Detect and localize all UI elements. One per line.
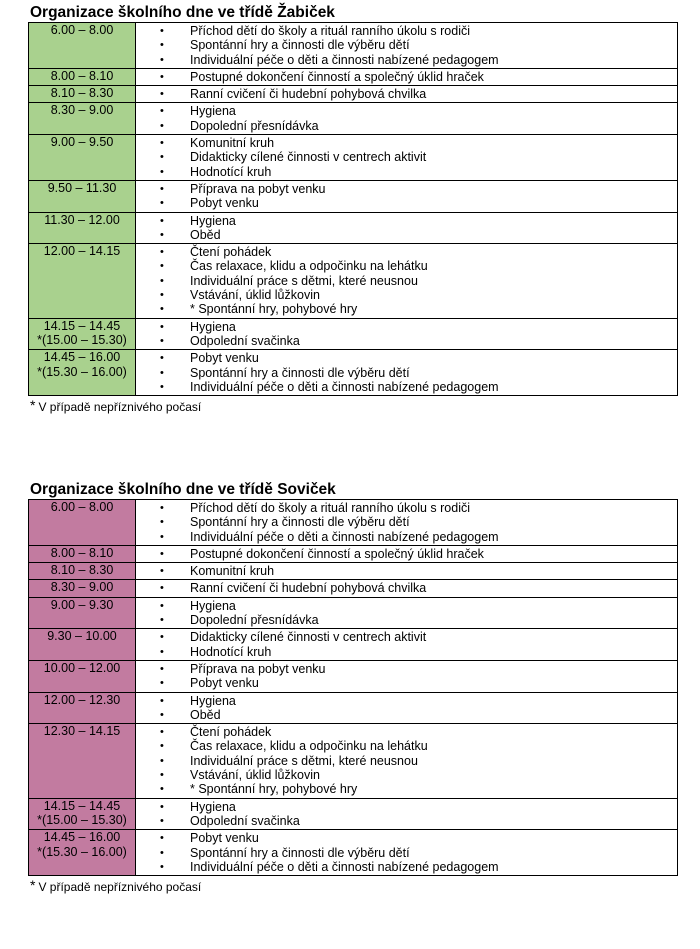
activity-list <box>136 244 677 317</box>
activity-list <box>136 661 677 692</box>
activities-cell <box>136 68 678 85</box>
schedule-row <box>29 23 678 69</box>
time-slot: 8.10 – 8.30 <box>50 86 114 101</box>
time-slot: 9.00 – 9.50 <box>50 135 114 150</box>
schedule-row <box>29 545 678 562</box>
activity-item: • Hygiena <box>136 599 677 613</box>
activity-item: • Spontánní hry a činnosti dle výběru dětí <box>136 515 677 529</box>
time-cell <box>29 798 136 830</box>
activities-cell <box>136 798 678 830</box>
time-cell <box>29 212 136 244</box>
activities-cell <box>136 563 678 580</box>
activity-item: • Oběd <box>136 708 677 722</box>
activity-list <box>136 350 677 395</box>
activity-item: • Postupné dokončení činností a společný úklid hraček <box>136 547 677 561</box>
activities-cell <box>136 212 678 244</box>
activity-item: • Individuální péče o děti a činnosti nabízené pedagogem <box>136 53 677 67</box>
schedule-row <box>29 103 678 135</box>
schedule-row <box>29 692 678 724</box>
sovicek-schedule-section <box>28 481 678 894</box>
activity-item: • Hygiena <box>136 320 677 334</box>
activity-item: • Vstávání, úklid lůžkovin <box>136 768 677 782</box>
activity-item: • Pobyt venku <box>136 196 677 210</box>
note-text: V případě nepříznivého počasí <box>38 400 202 415</box>
schedule-row <box>29 629 678 661</box>
sovicek-title: Organizace školního dne ve třídě Soviček <box>30 481 336 498</box>
activities-cell <box>136 580 678 597</box>
activity-list <box>136 629 677 660</box>
time-cell <box>29 244 136 318</box>
time-slot: 8.30 – 9.00 <box>50 103 114 118</box>
activity-item: • Odpolední svačinka <box>136 814 677 828</box>
activity-item: • Spontánní hry a činnosti dle výběru dětí <box>136 366 677 380</box>
activity-item: • Hygiena <box>136 694 677 708</box>
activities-cell <box>136 830 678 876</box>
schedule-row <box>29 660 678 692</box>
time-cell <box>29 318 136 350</box>
activity-list <box>136 213 677 244</box>
time-slot: 12.00 – 14.15 <box>43 244 121 259</box>
schedule-row <box>29 563 678 580</box>
activity-item: • Individuální péče o děti a činnosti nabízené pedagogem <box>136 860 677 874</box>
activities-cell <box>136 597 678 629</box>
activity-list <box>136 23 677 68</box>
time-slot: *(15.30 – 16.00) <box>37 364 127 379</box>
activity-item: • * Spontánní hry, pohybové hry <box>136 302 677 316</box>
activity-item: • Čas relaxace, klidu a odpočinku na lehátku <box>136 259 677 273</box>
activity-item: • Individuální práce s dětmi, které neusnou <box>136 274 677 288</box>
activity-item: • Hygiena <box>136 214 677 228</box>
activity-list <box>136 546 677 562</box>
time-slot: *(15.00 – 15.30) <box>37 332 127 347</box>
activity-item: • Komunitní kruh <box>136 564 677 578</box>
activity-list <box>136 69 677 85</box>
activity-list <box>136 598 677 629</box>
activity-item: • Pobyt venku <box>136 351 677 365</box>
activity-item: • Příprava na pobyt venku <box>136 182 677 196</box>
schedule-row <box>29 135 678 181</box>
zabicek-weather-note <box>30 398 678 414</box>
time-slot: 12.00 – 12.30 <box>43 692 121 707</box>
time-slot: 14.45 – 16.00 <box>43 830 121 845</box>
time-cell <box>29 629 136 661</box>
activity-item: • Postupné dokončení činností a společný úklid hraček <box>136 70 677 84</box>
schedule-row <box>29 724 678 798</box>
activity-item: • Vstávání, úklid lůžkovin <box>136 288 677 302</box>
schedule-row <box>29 68 678 85</box>
schedule-row <box>29 798 678 830</box>
activity-list <box>136 181 677 212</box>
schedule-row <box>29 212 678 244</box>
time-cell <box>29 692 136 724</box>
time-cell <box>29 68 136 85</box>
activity-list <box>136 724 677 797</box>
time-cell <box>29 23 136 69</box>
schedule-row <box>29 180 678 212</box>
activity-list <box>136 500 677 545</box>
time-slot: *(15.00 – 15.30) <box>37 812 127 827</box>
activities-cell <box>136 724 678 798</box>
time-slot: 9.30 – 10.00 <box>47 629 117 644</box>
time-cell <box>29 563 136 580</box>
time-cell <box>29 180 136 212</box>
activity-item: • Pobyt venku <box>136 676 677 690</box>
activity-list <box>136 580 677 596</box>
activity-item: • Příchod dětí do školy a rituál ranního úkolu s rodiči <box>136 24 677 38</box>
time-cell <box>29 580 136 597</box>
activities-cell <box>136 318 678 350</box>
time-cell <box>29 86 136 103</box>
activity-item: • Pobyt venku <box>136 831 677 845</box>
time-slot: 6.00 – 8.00 <box>50 500 114 514</box>
activity-item: • Spontánní hry a činnosti dle výběru dětí <box>136 846 677 860</box>
activity-list <box>136 319 677 350</box>
activities-cell <box>136 500 678 546</box>
time-cell <box>29 660 136 692</box>
activity-item: • Čtení pohádek <box>136 725 677 739</box>
activity-list <box>136 103 677 134</box>
sovicek-schedule-table <box>28 499 678 876</box>
activity-item: • Ranní cvičení či hudební pohybová chvilka <box>136 581 677 595</box>
activity-item: • Didakticky cílené činnosti v centrech aktivit <box>136 150 677 164</box>
activity-item: • Příchod dětí do školy a rituál ranního úkolu s rodiči <box>136 501 677 515</box>
activity-list <box>136 799 677 830</box>
activity-item: • Hodnotící kruh <box>136 645 677 659</box>
activity-item: • Odpolední svačinka <box>136 334 677 348</box>
activities-cell <box>136 180 678 212</box>
activity-list <box>136 563 677 579</box>
schedule-row <box>29 350 678 396</box>
time-slot: 9.00 – 9.30 <box>50 597 114 612</box>
schedule-row <box>29 318 678 350</box>
time-slot: 8.30 – 9.00 <box>50 580 114 595</box>
time-cell <box>29 350 136 396</box>
schedule-row <box>29 86 678 103</box>
activity-item: • Hodnotící kruh <box>136 165 677 179</box>
time-slot: 8.10 – 8.30 <box>50 563 114 578</box>
activity-item: • Čtení pohádek <box>136 245 677 259</box>
schedule-row <box>29 500 678 546</box>
time-cell <box>29 135 136 181</box>
schedule-row <box>29 830 678 876</box>
activity-item: • Komunitní kruh <box>136 136 677 150</box>
activities-cell <box>136 629 678 661</box>
activity-item: • Dopolední přesnídávka <box>136 119 677 133</box>
activity-item: • Příprava na pobyt venku <box>136 662 677 676</box>
activity-item: • Individuální práce s dětmi, které neusnou <box>136 754 677 768</box>
activities-cell <box>136 86 678 103</box>
time-slot: 6.00 – 8.00 <box>50 23 114 37</box>
time-slot: *(15.30 – 16.00) <box>37 844 127 859</box>
activities-cell <box>136 545 678 562</box>
activities-cell <box>136 103 678 135</box>
time-slot: 14.15 – 14.45 <box>43 318 121 333</box>
activity-item: • Individuální péče o děti a činnosti nabízené pedagogem <box>136 380 677 394</box>
activity-item: • Dopolední přesnídávka <box>136 613 677 627</box>
activity-item: • Čas relaxace, klidu a odpočinku na lehátku <box>136 739 677 753</box>
note-asterisk: * <box>30 877 36 894</box>
activities-cell <box>136 660 678 692</box>
time-slot: 14.15 – 14.45 <box>43 798 121 813</box>
time-slot: 9.50 – 11.30 <box>47 180 117 195</box>
time-slot: 8.00 – 8.10 <box>50 545 114 560</box>
time-cell <box>29 103 136 135</box>
activity-item: • Oběd <box>136 228 677 242</box>
activity-item: • Hygiena <box>136 104 677 118</box>
schedule-row <box>29 597 678 629</box>
activities-cell <box>136 692 678 724</box>
note-asterisk: * <box>30 397 36 414</box>
time-slot: 14.45 – 16.00 <box>43 350 121 365</box>
activity-item: • Hygiena <box>136 800 677 814</box>
activities-cell <box>136 135 678 181</box>
time-slot: 10.00 – 12.00 <box>43 660 121 675</box>
activities-cell <box>136 350 678 396</box>
zabicek-schedule-section <box>28 4 678 414</box>
activity-list <box>136 830 677 875</box>
activity-item: • Individuální péče o děti a činnosti nabízené pedagogem <box>136 530 677 544</box>
activity-item: • Ranní cvičení či hudební pohybová chvilka <box>136 87 677 101</box>
time-cell <box>29 724 136 798</box>
time-slot: 11.30 – 12.00 <box>44 212 120 227</box>
time-cell <box>29 830 136 876</box>
activity-item: • * Spontánní hry, pohybové hry <box>136 782 677 796</box>
zabicek-schedule-table <box>28 22 678 396</box>
activity-list <box>136 693 677 724</box>
schedule-row <box>29 244 678 318</box>
activity-item: • Spontánní hry a činnosti dle výběru dětí <box>136 38 677 52</box>
activity-list <box>136 135 677 180</box>
time-cell <box>29 500 136 546</box>
activity-list <box>136 86 677 102</box>
time-slot: 8.00 – 8.10 <box>50 68 114 83</box>
time-slot: 12.30 – 14.15 <box>43 724 121 739</box>
sovicek-weather-note <box>30 878 678 894</box>
schedule-row <box>29 580 678 597</box>
zabicek-title: Organizace školního dne ve třídě Žabiček <box>30 4 335 21</box>
activity-item: • Didakticky cílené činnosti v centrech aktivit <box>136 630 677 644</box>
activities-cell <box>136 23 678 69</box>
activities-cell <box>136 244 678 318</box>
time-cell <box>29 597 136 629</box>
note-text: V případě nepříznivého počasí <box>38 880 202 895</box>
time-cell <box>29 545 136 562</box>
